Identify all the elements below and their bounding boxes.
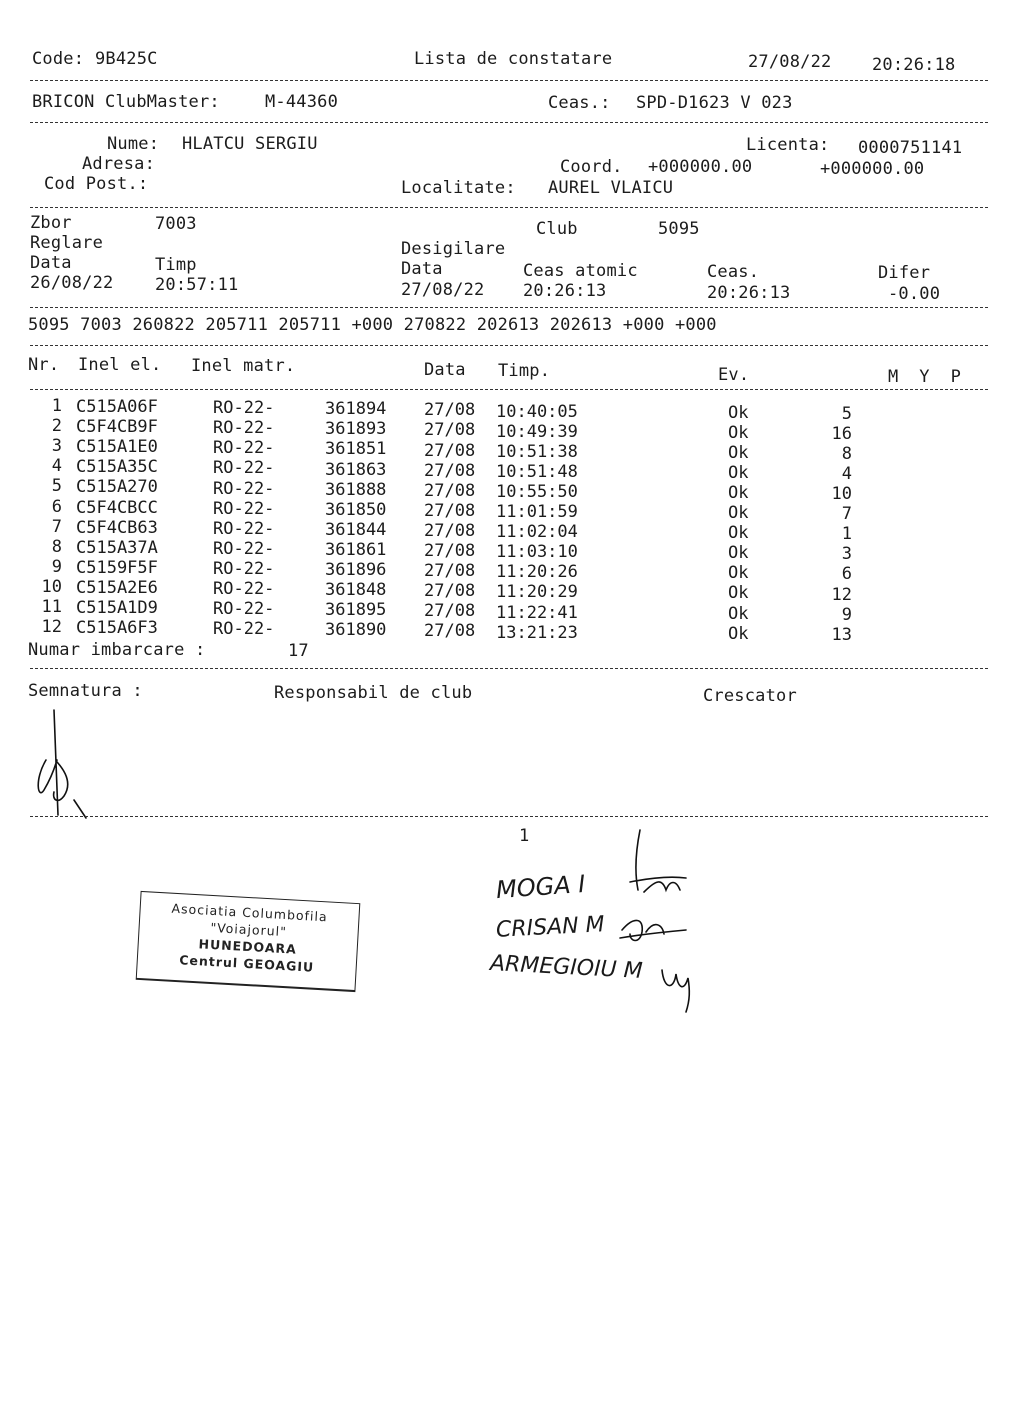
col-myp: M Y P (888, 367, 962, 387)
row-ring-number: 361850 (325, 499, 387, 520)
row-ev: Ok (728, 523, 749, 544)
semnatura-label: Semnatura : (28, 681, 143, 701)
row-ring-prefix: RO-22- (213, 498, 275, 519)
licenta-value: 0000751141 (858, 138, 963, 158)
row-ring-prefix: RO-22- (213, 478, 275, 499)
stamp-line-1: Asociatia Columbofila (171, 900, 329, 925)
row-nr: 9 (51, 556, 62, 577)
row-inel-el: C515A35C (76, 457, 158, 478)
table-row (28, 416, 988, 444)
row-inel-el: C515A06F (76, 397, 158, 418)
separator (30, 207, 988, 208)
row-rank: 4 (841, 463, 852, 484)
row-ring-prefix: RO-22- (213, 538, 275, 559)
code-value: 9B425C (95, 49, 158, 69)
row-inel-el: C515A1E0 (76, 437, 158, 458)
row-nr: 8 (51, 536, 62, 557)
row-nr: 11 (41, 597, 62, 617)
crescator-label: Crescator (703, 686, 797, 706)
separator (30, 307, 988, 308)
row-time: 11:20:29 (496, 582, 578, 603)
nume-label: Nume: (107, 134, 160, 154)
separator (30, 345, 988, 346)
row-nr: 2 (51, 416, 62, 437)
row-ring-prefix: RO-22- (213, 599, 275, 620)
handwriting-line-1: MOGA I (495, 869, 587, 905)
row-ring-number: 361851 (325, 439, 387, 460)
zbor-value: 7003 (155, 214, 197, 234)
table-row (28, 456, 988, 484)
row-ev: Ok (728, 462, 749, 483)
row-date: 27/08 (424, 480, 476, 501)
row-inel-el: C5F4CB63 (76, 517, 158, 538)
row-rank: 7 (841, 504, 852, 525)
row-rank: 1 (841, 524, 852, 545)
code-line: 5095 7003 260822 205711 205711 +000 270822 202613 202613 +000 +000 (28, 315, 717, 335)
row-nr: 12 (41, 617, 62, 638)
row-time: 11:22:41 (496, 602, 578, 623)
col-nr: Nr. (28, 355, 60, 375)
table-row (28, 556, 988, 585)
separator (30, 389, 988, 390)
reglare-timp-label: Timp (155, 255, 197, 275)
row-inel-el: C5F4CBCC (76, 497, 158, 518)
row-ev: Ok (728, 563, 749, 584)
stamp-line-4: Centrul GEOAGIU (178, 952, 315, 975)
table-row (28, 436, 988, 464)
row-date: 27/08 (424, 400, 476, 421)
table-row (28, 597, 988, 625)
imbarcare-label: Numar imbarcare : (28, 640, 206, 660)
row-ring-number: 361848 (325, 580, 387, 601)
difer-value: -0.00 (888, 284, 941, 304)
row-time: 10:55:50 (496, 481, 578, 502)
table-row (28, 576, 988, 605)
ceas-label-2: Ceas. (707, 262, 760, 282)
reglare-data-label: Data (30, 253, 72, 273)
row-ev: Ok (728, 442, 749, 463)
row-ring-number: 361861 (325, 539, 387, 560)
table-row (28, 536, 988, 565)
page-number: 1 (519, 826, 530, 846)
row-ring-number: 361894 (325, 399, 387, 420)
separator (30, 816, 988, 817)
row-time: 10:49:39 (496, 421, 578, 442)
row-time: 11:02:04 (496, 522, 578, 543)
desigilare-data-label: Data (401, 259, 443, 279)
reglare-label: Reglare (30, 233, 104, 253)
row-rank: 13 (831, 624, 852, 645)
club-value: 5095 (658, 219, 700, 239)
row-ring-prefix: RO-22- (213, 418, 275, 439)
row-rank: 3 (841, 544, 852, 565)
nume-value: HLATCU SERGIU (182, 134, 318, 154)
handwriting-line-2: CRISAN M (495, 912, 606, 943)
row-rank: 16 (831, 423, 852, 444)
row-ring-prefix: RO-22- (213, 438, 275, 459)
row-nr: 6 (51, 496, 62, 517)
row-ring-prefix: RO-22- (213, 458, 275, 479)
localitate-value: AUREL VLAICU (548, 178, 674, 198)
responsabil-label: Responsabil de club (274, 683, 473, 703)
row-ring-prefix: RO-22- (213, 579, 275, 600)
handwriting-line-3: ARMEGIOIU M (489, 951, 644, 984)
row-ring-number: 361863 (325, 459, 387, 480)
row-rank: 5 (841, 403, 852, 424)
row-time: 10:51:38 (496, 441, 578, 462)
table-row (28, 617, 988, 645)
club-stamp (136, 891, 361, 992)
col-data: Data (424, 360, 466, 380)
row-ring-prefix: RO-22- (213, 398, 275, 419)
ceas-atomic-value: 20:26:13 (523, 281, 607, 301)
row-ring-number: 361888 (325, 479, 387, 500)
row-inel-el: C515A6F3 (76, 618, 158, 639)
row-date: 27/08 (424, 561, 476, 582)
row-time: 11:01:59 (496, 502, 578, 522)
header-time: 20:26:18 (872, 55, 956, 75)
row-time: 10:51:48 (496, 461, 578, 482)
ceas-value: 20:26:13 (707, 283, 791, 303)
row-rank: 8 (841, 443, 852, 464)
stamp-line-2: "Voiajorul" (210, 919, 288, 940)
row-nr: 10 (41, 576, 62, 597)
row-inel-el: C515A1D9 (76, 598, 158, 619)
row-inel-el: C515A270 (76, 477, 158, 498)
separator (30, 80, 988, 81)
ceas-id: SPD-D1623 V 023 (636, 93, 793, 113)
table-row (28, 516, 988, 545)
row-nr: 1 (51, 396, 62, 416)
col-timp: Timp. (498, 361, 551, 381)
table-row (28, 476, 988, 505)
difer-label: Difer (878, 263, 931, 283)
document-title: Lista de constatare (414, 49, 613, 69)
col-ev: Ev. (718, 365, 750, 385)
row-nr: 5 (51, 476, 62, 497)
row-ev: Ok (728, 623, 749, 644)
row-rank: 9 (841, 604, 852, 625)
row-ev: Ok (728, 402, 749, 423)
row-date: 27/08 (424, 440, 476, 461)
signature-mark (24, 700, 104, 825)
row-inel-el: C5F4CB9F (76, 417, 158, 438)
row-ring-number: 361844 (325, 519, 387, 540)
row-date: 27/08 (424, 500, 476, 521)
row-ring-number: 361896 (325, 560, 387, 581)
row-date: 27/08 (424, 460, 476, 481)
row-ev: Ok (728, 583, 749, 604)
row-time: 11:03:10 (496, 542, 578, 563)
row-ring-prefix: RO-22- (213, 558, 275, 579)
reglare-data: 26/08/22 (30, 273, 114, 293)
row-time: 13:21:23 (496, 622, 578, 643)
row-date: 27/08 (424, 541, 476, 562)
row-ev: Ok (728, 543, 749, 564)
row-time: 10:40:05 (496, 401, 578, 422)
cod-post-label: Cod Post.: (44, 174, 149, 194)
desigilare-label: Desigilare (401, 239, 506, 259)
row-date: 27/08 (424, 581, 476, 602)
zbor-label: Zbor (30, 213, 72, 233)
row-rank: 12 (831, 584, 852, 605)
row-date: 27/08 (424, 520, 476, 541)
adresa-label: Adresa: (82, 154, 156, 174)
table-row (28, 396, 988, 424)
row-ring-prefix: RO-22- (213, 518, 275, 539)
desigilare-data: 27/08/22 (401, 280, 485, 300)
row-ev: Ok (728, 503, 749, 524)
row-nr: 4 (51, 456, 62, 477)
row-ev: Ok (728, 482, 749, 503)
row-time: 11:20:26 (496, 562, 578, 583)
col-inel-el: Inel el. (78, 355, 162, 375)
row-rank: 6 (841, 564, 852, 585)
coord-2: +000000.00 (820, 159, 925, 179)
licenta-label: Licenta: (746, 135, 830, 155)
row-ring-number: 361890 (325, 620, 387, 641)
separator (30, 122, 988, 123)
handwritten-signatures (600, 820, 710, 1020)
row-ev: Ok (728, 603, 749, 624)
localitate-label: Localitate: (401, 178, 516, 198)
clubmaster-id: M-44360 (265, 92, 339, 112)
separator (30, 668, 988, 669)
table-row (28, 496, 988, 525)
header-date: 27/08/22 (748, 52, 832, 72)
clubmaster-label: BRICON ClubMaster: (32, 92, 220, 112)
ceas-label: Ceas.: (548, 93, 611, 113)
col-inel-matr: Inel matr. (191, 356, 296, 376)
imbarcare-value: 17 (288, 641, 309, 661)
row-rank: 10 (831, 484, 852, 505)
row-ring-number: 361895 (325, 600, 387, 621)
club-label: Club (536, 219, 578, 239)
code-label: Code: (32, 49, 85, 69)
row-date: 27/08 (424, 601, 476, 622)
row-nr: 3 (51, 436, 62, 457)
row-ring-number: 361893 (325, 419, 387, 440)
coord-1: +000000.00 (648, 157, 753, 177)
row-inel-el: C5159F5F (76, 557, 158, 578)
coord-label: Coord. (560, 157, 623, 177)
row-inel-el: C515A2E6 (76, 577, 158, 598)
row-date: 27/08 (424, 420, 476, 441)
row-nr: 7 (51, 516, 62, 537)
row-ev: Ok (728, 422, 749, 443)
reglare-timp: 20:57:11 (155, 275, 239, 295)
row-ring-prefix: RO-22- (213, 619, 275, 640)
stamp-line-3: HUNEDOARA (198, 936, 298, 957)
ceas-atomic-label: Ceas atomic (523, 261, 638, 281)
row-date: 27/08 (424, 621, 476, 642)
row-inel-el: C515A37A (76, 537, 158, 558)
